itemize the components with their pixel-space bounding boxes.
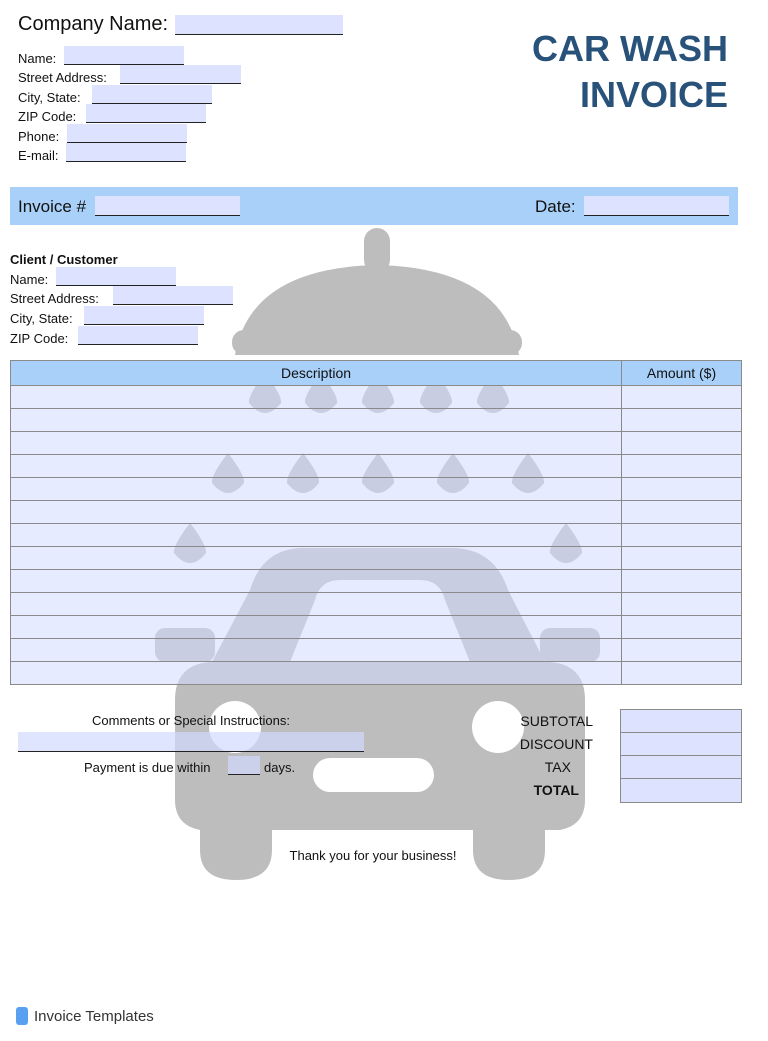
description-cell[interactable]	[11, 455, 622, 478]
totals-box	[620, 709, 742, 803]
amount-cell[interactable]	[622, 455, 742, 478]
table-row	[11, 547, 742, 570]
title-line-1: CAR WASH	[532, 28, 728, 69]
comments-input[interactable]	[18, 732, 364, 752]
invoice-templates-icon	[16, 1007, 28, 1025]
table-row	[11, 662, 742, 685]
client-street-input[interactable]	[113, 286, 233, 305]
name-input[interactable]	[64, 46, 184, 65]
total-input[interactable]	[621, 779, 741, 802]
amount-cell[interactable]	[622, 386, 742, 409]
amount-cell[interactable]	[622, 570, 742, 593]
name-label: Name:	[18, 51, 57, 66]
client-city-label: City, State:	[10, 311, 73, 326]
company-name-input[interactable]	[175, 15, 343, 35]
tax-label: TAX	[544, 759, 571, 775]
client-name-label: Name:	[10, 272, 49, 287]
amount-cell[interactable]	[622, 593, 742, 616]
description-cell[interactable]	[11, 501, 622, 524]
payment-days-input[interactable]	[228, 756, 260, 775]
description-cell[interactable]	[11, 639, 622, 662]
street-input[interactable]	[120, 65, 241, 84]
table-row	[11, 432, 742, 455]
discount-input[interactable]	[621, 733, 741, 756]
client-zip-label: ZIP Code:	[10, 331, 69, 346]
total-label: TOTAL	[533, 782, 579, 798]
street-label: Street Address:	[18, 70, 107, 85]
description-cell[interactable]	[11, 593, 622, 616]
table-row	[11, 639, 742, 662]
amount-cell[interactable]	[622, 478, 742, 501]
invoice-number-input[interactable]	[95, 196, 240, 216]
thank-you-text: Thank you for your business!	[289, 848, 457, 863]
description-cell[interactable]	[11, 662, 622, 685]
description-cell[interactable]	[11, 524, 622, 547]
amount-cell[interactable]	[622, 524, 742, 547]
description-header: Description	[11, 361, 622, 386]
company-name-label: Company Name:	[18, 13, 169, 35]
table-row	[11, 570, 742, 593]
subtotal-label: SUBTOTAL	[520, 713, 593, 729]
description-cell[interactable]	[11, 570, 622, 593]
discount-label: DISCOUNT	[519, 736, 593, 752]
client-heading: Client / Customer	[10, 252, 118, 267]
comments-label: Comments or Special Instructions:	[92, 713, 290, 728]
table-row	[11, 409, 742, 432]
invoice-number-label: Invoice #	[18, 197, 87, 216]
payment-prefix: Payment is due within	[84, 760, 211, 775]
table-row	[11, 386, 742, 409]
description-cell[interactable]	[11, 478, 622, 501]
description-cell[interactable]	[11, 547, 622, 570]
table-row	[11, 524, 742, 547]
amount-cell[interactable]	[622, 639, 742, 662]
date-label: Date:	[535, 197, 576, 216]
table-row	[11, 455, 742, 478]
table-row	[11, 593, 742, 616]
amount-cell[interactable]	[622, 547, 742, 570]
description-cell[interactable]	[11, 386, 622, 409]
table-row	[11, 501, 742, 524]
email-label: E-mail:	[18, 148, 59, 163]
description-cell[interactable]	[11, 409, 622, 432]
city-label: City, State:	[18, 90, 81, 105]
description-cell[interactable]	[11, 432, 622, 455]
amount-cell[interactable]	[622, 616, 742, 639]
line-items-table	[10, 360, 742, 685]
amount-cell[interactable]	[622, 501, 742, 524]
subtotal-input[interactable]	[621, 710, 741, 733]
title-line-2: INVOICE	[579, 74, 728, 115]
description-cell[interactable]	[11, 616, 622, 639]
client-city-input[interactable]	[84, 306, 204, 325]
amount-cell[interactable]	[622, 432, 742, 455]
phone-input[interactable]	[67, 124, 187, 143]
payment-suffix: days.	[264, 760, 296, 775]
client-name-input[interactable]	[56, 267, 176, 286]
tax-input[interactable]	[621, 756, 741, 779]
date-input[interactable]	[584, 196, 729, 216]
invoice-title	[532, 26, 728, 118]
city-input[interactable]	[92, 85, 212, 104]
amount-cell[interactable]	[622, 662, 742, 685]
table-row	[11, 616, 742, 639]
email-input[interactable]	[66, 143, 186, 162]
client-zip-input[interactable]	[78, 326, 198, 345]
client-street-label: Street Address:	[10, 291, 99, 306]
amount-cell[interactable]	[622, 409, 742, 432]
phone-label: Phone:	[18, 129, 60, 144]
amount-header: Amount ($)	[622, 361, 742, 386]
brand-name: Invoice Templates	[34, 1007, 154, 1025]
brand-logo	[16, 1007, 154, 1025]
zip-label: ZIP Code:	[18, 109, 77, 124]
zip-input[interactable]	[86, 104, 206, 123]
table-row	[11, 478, 742, 501]
